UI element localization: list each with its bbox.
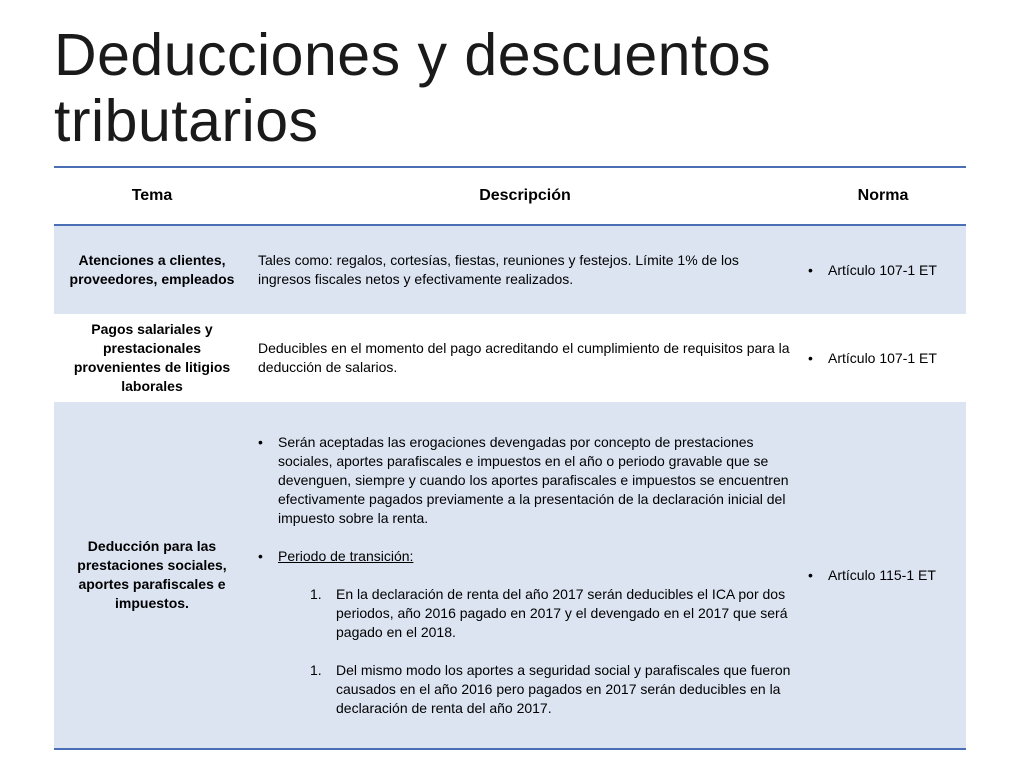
numbered-item (310, 661, 792, 718)
header-descripcion: Descripción (250, 167, 800, 225)
row-descripcion: Deducibles en el momento del pago acreditando el cumplimiento de requisitos para la deducción de salarios. (250, 314, 800, 402)
bullet-icon: • (808, 261, 813, 278)
description-bullet (258, 433, 792, 528)
row-norma (800, 314, 966, 402)
bullet-icon: • (258, 547, 263, 564)
description-bullet (258, 547, 792, 566)
bullet-icon: • (258, 433, 263, 450)
bullet-text: Serán aceptadas las erogaciones devengadas por concepto de prestaciones sociales, aportes parafiscales e impuestos en el año o periodo gravable que se devenguen, siempre y cuando los aportes parafiscales e impuestos se encuentren efectivamente pagados previamente a la presentación de la declaración inicial del impuesto sobre la renta. (278, 433, 789, 526)
deductions-table (54, 166, 966, 750)
row-descripcion: Tales como: regalos, cortesías, fiestas, reuniones y festejos. Límite 1% de los ingresos fiscales netos y efectivamente realizados. (250, 225, 800, 314)
row-tema: Atenciones a clientes, proveedores, empleados (54, 225, 250, 314)
item-text: En la declaración de renta del año 2017 serán deducibles el ICA por dos periodos, año 2016 pagado en 2017 y el devengado en el 2017 que será pagado en el 2018. (336, 585, 788, 640)
numbered-item (310, 585, 792, 642)
item-number: 1. (310, 585, 322, 602)
norma-bullet (808, 349, 958, 368)
table-row (54, 402, 966, 749)
transition-heading: Periodo de transición: (278, 547, 414, 564)
item-number: 1. (310, 661, 322, 678)
row-tema: Pagos salariales y prestacionales provenientes de litigios laborales (54, 314, 250, 402)
header-tema: Tema (54, 167, 250, 225)
table-row (54, 314, 966, 402)
header-norma: Norma (800, 167, 966, 225)
bullet-icon: • (808, 349, 813, 366)
item-text: Del mismo modo los aportes a seguridad social y parafiscales que fueron causados en el año 2016 pero pagados en 2017 serán deducibles en la declaración de renta del año 2017. (336, 661, 791, 716)
bullet-icon: • (808, 566, 813, 583)
norma-text: Artículo 107-1 ET (828, 261, 937, 278)
slide-title: Deducciones y descuentos tributarios (54, 22, 772, 154)
row-norma (800, 402, 966, 749)
table-row (54, 225, 966, 314)
row-descripcion (250, 402, 800, 749)
norma-bullet (808, 566, 958, 585)
row-norma (800, 225, 966, 314)
table-header-row (54, 167, 966, 225)
norma-text: Artículo 107-1 ET (828, 349, 937, 366)
norma-bullet (808, 261, 958, 280)
row-tema: Deducción para las prestaciones sociales, aportes parafiscales e impuestos. (54, 402, 250, 749)
norma-text: Artículo 115-1 ET (828, 566, 936, 583)
